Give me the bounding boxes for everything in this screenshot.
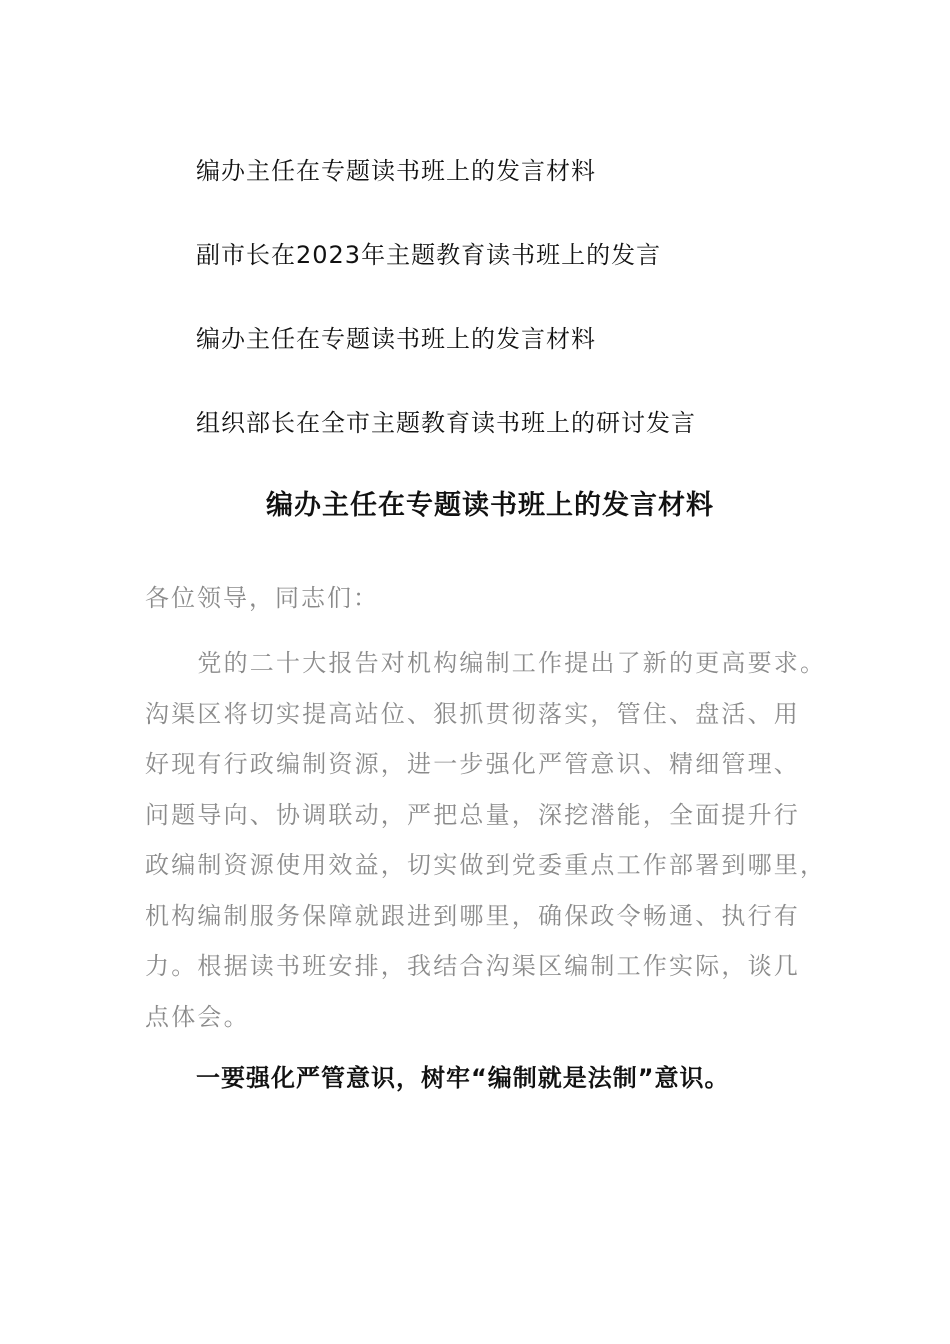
paragraph-line: 好现有行政编制资源，进一步强化严管意识、精细管理、: [145, 750, 800, 778]
paragraph-line: 力。根据读书班安排，我结合沟渠区编制工作实际，谈几: [145, 952, 800, 980]
body-paragraph: [145, 638, 827, 1042]
toc-item: 编办主任在专题读书班上的发言材料: [196, 157, 596, 185]
table-of-contents: [196, 150, 896, 486]
salutation: 各位领导，同志们：: [145, 584, 379, 612]
paragraph-line: 问题导向、协调联动，严把总量，深挖潜能，全面提升行: [145, 800, 800, 829]
paragraph-line: 点体会。: [145, 1002, 250, 1031]
toc-item: 编办主任在专题读书班上的发言材料: [196, 325, 596, 353]
section-heading: 一要强化严管意识，树牢“编制就是法制”意识。: [196, 1064, 730, 1092]
toc-item: 组织部长在全市主题教育读书班上的研讨发言: [196, 409, 696, 437]
document-title: 编办主任在专题读书班上的发言材料: [266, 490, 714, 521]
toc-item: 副市长在2023年主题教育读书班上的发言: [196, 241, 662, 269]
paragraph-line: 政编制资源使用效益，切实做到党委重点工作部署到哪里，: [145, 851, 827, 879]
paragraph-line: 机构编制服务保障就跟进到哪里，确保政令畅通、执行有: [145, 901, 800, 930]
paragraph-line: 党的二十大报告对机构编制工作提出了新的更高要求。: [145, 649, 827, 677]
paragraph-line: 沟渠区将切实提高站位、狠抓贯彻落实，管住、盘活、用: [145, 699, 800, 728]
